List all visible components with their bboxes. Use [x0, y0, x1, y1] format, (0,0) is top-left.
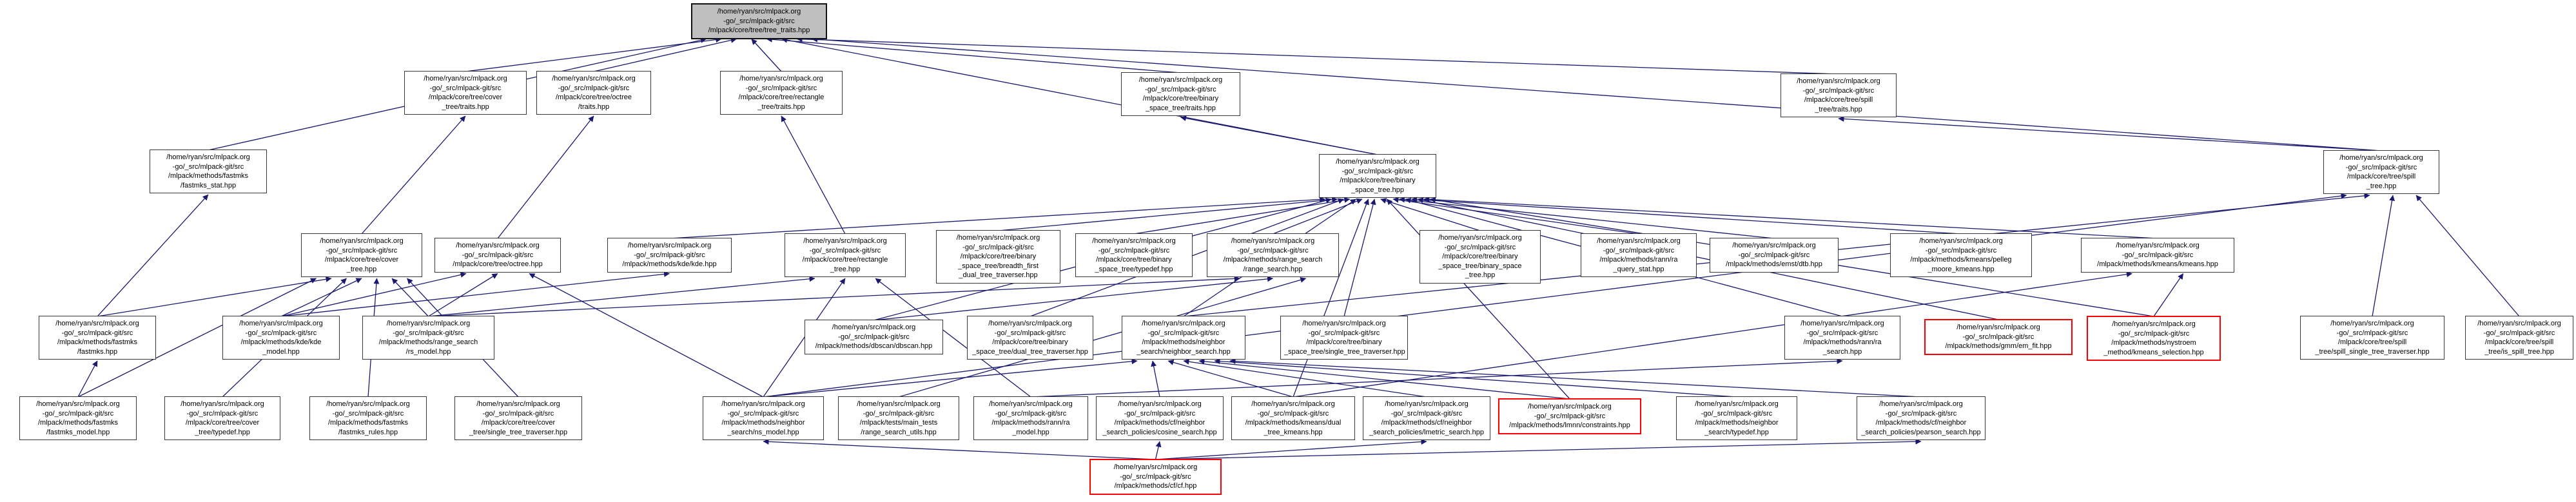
include-edge-fastmks-to-cover_meta: [97, 278, 331, 316]
node-label-line: _space_tree/traits.hpp: [1146, 104, 1216, 112]
node-label-line: /traits.hpp: [578, 102, 610, 111]
node-label-line: /home/ryan/src/mlpack.org: [1142, 320, 1225, 327]
node-label-line: -go/_src/mlpack-git/src: [2483, 329, 2555, 337]
include-edge-cf-to-ns_model: [763, 441, 1156, 459]
graph-node-ns-model[interactable]: [703, 396, 824, 440]
graph-node-fastmks[interactable]: [39, 316, 156, 360]
node-label-line: _search_policies/cosine_search.hpp: [1102, 428, 1217, 436]
node-label-line: /home/ryan/src/mlpack.org: [36, 400, 120, 408]
node-label-line: /home/ryan/src/mlpack.org: [2112, 320, 2196, 328]
graph-node-cf-lmetric-search[interactable]: [1363, 396, 1490, 440]
node-label-line: -go/_src/mlpack-git/src: [995, 409, 1067, 418]
graph-node-breadth-first-dual-tree-traverser[interactable]: [936, 230, 1060, 284]
node-label-line: -go/_src/mlpack-git/src: [42, 409, 114, 418]
node-label-line: -go/_src/mlpack-git/src: [332, 409, 404, 418]
graph-node-kde-model[interactable]: [222, 316, 340, 360]
node-label-line: /mlpack/methods/lmnn/constraints.hpp: [1509, 421, 1630, 429]
include-edge-ns_model-to-spill_hub: [763, 195, 2347, 397]
node-label-line: -go/_src/mlpack-git/src: [634, 251, 705, 259]
include-edge-kmeans_selection-to-kmeans: [2154, 274, 2183, 317]
graph-node-ra-model[interactable]: [973, 396, 1088, 440]
node-label-line: /home/ryan/src/mlpack.org: [1800, 320, 1884, 327]
node-label-line: /home/ryan/src/mlpack.org: [721, 400, 805, 408]
node-label-line: _tree_kmeans.hpp: [1264, 428, 1323, 436]
include-edge-constraints-to-neighbor_search: [1199, 361, 1570, 399]
node-label-line: /mlpack/core/tree/spill: [1804, 96, 1873, 104]
node-label-line: /rs_model.hpp: [405, 347, 451, 356]
node-label-line: /fastmks_rules.hpp: [338, 428, 398, 436]
node-label-line: /mlpack/methods/emst/dtb.hpp: [1726, 260, 1822, 268]
graph-node-ra-search[interactable]: [1784, 316, 1900, 360]
include-edge-cf-to-pearson_search: [1156, 441, 1922, 459]
node-label-line: -go/_src/mlpack-git/src: [1257, 409, 1329, 418]
node-label-line: /home/ryan/src/mlpack.org: [1438, 234, 1522, 242]
node-label-line: -go/_src/mlpack-git/src: [2345, 163, 2417, 171]
graph-node-cover-tree-single-tree-traverser[interactable]: [454, 396, 582, 440]
graph-node-kde[interactable]: [607, 238, 732, 273]
node-label-line: /mlpack/methods/cf/neighbor: [1875, 419, 1967, 427]
node-label-line: /mlpack/methods/dbscan/dbscan.hpp: [815, 342, 933, 350]
graph-node-octree-traits[interactable]: [536, 71, 651, 115]
node-label-line: _space_tree/binary_space: [1438, 262, 1522, 270]
node-label-line: _space_tree/single_tree_traverser.hpp: [1284, 347, 1405, 356]
node-label-line: -go/_src/mlpack-git/src: [172, 162, 244, 171]
graph-node-gmm-em-fit[interactable]: [1924, 319, 2073, 355]
include-edge-bst_hub-to-bst_traits: [1181, 117, 1378, 155]
node-label-line: _model.hpp: [1012, 428, 1049, 436]
node-label-line: /home/ryan/src/mlpack.org: [1919, 237, 2003, 245]
node-label-line: /fastmks_stat.hpp: [180, 181, 237, 189]
node-label-line: /mlpack/core/tree/binary: [1306, 338, 1382, 346]
node-label-line: _search_policies/pearson_search.hpp: [1861, 428, 1981, 436]
node-label-line: /mlpack/core/tree/octree.hpp: [453, 260, 543, 268]
node-label-line: /mlpack/methods/rann/ra: [1599, 256, 1678, 264]
node-label-line: _search/typedef.hpp: [1704, 428, 1769, 436]
graph-node-neighbor-search-typedef[interactable]: [1676, 396, 1797, 440]
node-label-line: _search.hpp: [1822, 347, 1862, 356]
node-label-line: -go/_src/mlpack-git/src: [1534, 412, 1606, 420]
node-label-line: /home/ryan/src/mlpack.org: [1528, 403, 1612, 410]
graph-node-fastmks-stat[interactable]: [150, 150, 267, 193]
node-label-line: /home/ryan/src/mlpack.org: [326, 400, 410, 408]
include-edge-ns_typedef-to-neighbor_search: [1215, 361, 1737, 397]
node-label-line: -go/_src/mlpack-git/src: [745, 84, 817, 92]
node-label-line: -go/_src/mlpack-git/src: [393, 329, 464, 337]
include-edge-ns_model-to-neighbor_search: [763, 361, 1137, 397]
node-label-line: /mlpack/core/tree/cover: [185, 419, 260, 427]
node-label-line: /home/ryan/src/mlpack.org: [2477, 320, 2561, 327]
node-label-line: -go/_src/mlpack-git/src: [1308, 329, 1380, 337]
node-label-line: /home/ryan/src/mlpack.org: [1251, 400, 1335, 408]
include-edge-pelleg-to-bst_hub: [1412, 199, 1961, 234]
node-label-line: /range_search_utils.hpp: [861, 428, 937, 436]
node-label-line: /home/ryan/src/mlpack.org: [166, 153, 250, 161]
include-edge-cf-to-lmetric_search: [1156, 441, 1427, 459]
graph-node-cover-tree-traits[interactable]: [404, 71, 527, 115]
include-edge-kde_model-to-cover_meta: [281, 278, 362, 316]
node-label-line: /mlpack/methods/neighbor: [1695, 419, 1779, 427]
node-label-line: /mlpack/core/tree/rectangle: [738, 93, 825, 101]
include-edge-rect_meta-to-rect_traits: [781, 116, 845, 234]
node-label-line: /home/ryan/src/mlpack.org: [956, 234, 1040, 242]
graph-node-spill-single-tree-traverser[interactable]: [2300, 316, 2444, 360]
node-label-line: /home/ryan/src/mlpack.org: [717, 8, 801, 15]
node-label-line: -go/_src/mlpack-git/src: [1237, 246, 1309, 255]
node-label-line: /home/ryan/src/mlpack.org: [988, 320, 1072, 327]
node-label-line: /home/ryan/src/mlpack.org: [2330, 320, 2414, 327]
node-label-line: /home/ryan/src/mlpack.org: [1732, 242, 1816, 249]
node-label-line: /home/ryan/src/mlpack.org: [2116, 242, 2200, 249]
node-label-line: -go/_src/mlpack-git/src: [962, 243, 1034, 251]
include-edge-fastmks-to-fastmks_stat: [97, 195, 208, 316]
node-label-line: /mlpack/core/tree/cover: [428, 93, 503, 101]
node-label-line: -go/_src/mlpack-git/src: [1147, 329, 1220, 337]
node-label-line: -go/_src/mlpack-git/src: [1603, 246, 1675, 255]
node-label-line: _search/ns_model.hpp: [727, 428, 799, 436]
node-label-line: /home/ryan/src/mlpack.org: [1113, 463, 1198, 471]
node-label-line: /mlpack/methods/nystroem: [2111, 339, 2196, 347]
node-label-line: -go/_src/mlpack-git/src: [809, 246, 881, 255]
node-label-line: -go/_src/mlpack-git/src: [2118, 329, 2190, 338]
node-label-line: /mlpack/core/tree/octree: [556, 93, 632, 101]
node-label-line: -go/_src/mlpack-git/src: [1885, 409, 1957, 418]
node-label-line: /mlpack/methods/cf/neighbor: [1114, 419, 1205, 427]
node-label-line: /home/ryan/src/mlpack.org: [803, 237, 887, 245]
node-label-line: _space_tree/breadth_first: [958, 262, 1039, 270]
node-label-line: /mlpack/methods/fastmks: [57, 338, 138, 346]
node-label-line: /mlpack/core/tree/binary: [1096, 256, 1172, 264]
node-label-line: -go/_src/mlpack-git/src: [1802, 86, 1875, 95]
include-edge-bfdt-to-bst_hub: [999, 199, 1338, 231]
node-label-line: -go/_src/mlpack-git/src: [1925, 246, 1997, 255]
include-edge-dbscan-to-range_search: [874, 278, 1273, 320]
include-edge-is_spill-to-spill_hub: [2416, 195, 2519, 316]
node-label-line: _tree/traits.hpp: [1815, 105, 1862, 113]
node-label-line: -go/_src/mlpack-git/src: [838, 333, 910, 341]
node-label-line: /mlpack/core/tree/rectangle: [802, 256, 888, 264]
graph-node-binary-space-tree-dual-tree-traverser[interactable]: [967, 316, 1093, 360]
graph-node-cf-cosine-search[interactable]: [1096, 396, 1224, 440]
node-label-line: /mlpack/methods/kmeans/pelleg: [1910, 256, 2012, 264]
node-label-line: _tree/spill_single_tree_traverser.hpp: [2315, 347, 2430, 356]
node-label-line: -go/_src/mlpack-git/src: [1098, 246, 1170, 255]
node-label-line: /home/ryan/src/mlpack.org: [989, 400, 1073, 408]
node-label-line: -go/_src/mlpack-git/src: [1145, 85, 1216, 93]
include-edge-fastmks_model-to-fastmks: [78, 361, 97, 397]
node-label-line: /mlpack/methods/neighbor: [721, 419, 805, 427]
graph-node-binary-space-tree-typedef[interactable]: [1075, 233, 1193, 277]
graph-node-binary-space-tree-class[interactable]: [1420, 230, 1541, 284]
node-label-line: _tree/traits.hpp: [442, 102, 489, 111]
node-label-line: /mlpack/methods/gmm/em_fit.hpp: [1945, 342, 2052, 350]
node-label-line: /mlpack/core/tree/spill: [2484, 338, 2554, 346]
node-label-line: /mlpack/core/tree/binary: [1142, 95, 1219, 102]
node-label-line: -go/_src/mlpack-git/src: [727, 409, 799, 418]
node-label-line: /home/ryan/src/mlpack.org: [1956, 323, 2040, 331]
include-edge-octree_traits-to-root: [594, 39, 736, 72]
include-edge-spill_hub-to-root: [812, 39, 2381, 151]
node-label-line: /home/ryan/src/mlpack.org: [1385, 400, 1469, 408]
node-label-line: /home/ryan/src/mlpack.org: [832, 323, 916, 331]
node-label-line: _space_tree/typedef.hpp: [1095, 265, 1173, 273]
node-label-line: /mlpack/methods/fastmks: [168, 172, 249, 180]
include-edge-cf-to-cosine_search: [1156, 441, 1160, 459]
graph-node-binary-space-tree-single-tree-traverser[interactable]: [1280, 316, 1408, 360]
include-edge-spill_single-to-spill_hub: [2372, 195, 2393, 316]
graph-node-fastmks-model[interactable]: [19, 396, 137, 440]
node-label-line: -go/_src/mlpack-git/src: [429, 84, 502, 92]
node-label-line: -go/_src/mlpack-git/src: [1701, 409, 1773, 418]
include-edge-bst_traits-to-root: [766, 39, 1180, 73]
node-label-line: _method/kmeans_selection.hpp: [2103, 348, 2204, 356]
node-label-line: _tree.hpp: [830, 265, 861, 273]
node-label-line: /home/ryan/src/mlpack.org: [1231, 237, 1315, 245]
node-label-line: -go/_src/mlpack-git/src: [723, 17, 795, 25]
node-label-line: /mlpack/methods/neighbor: [1142, 338, 1225, 346]
node-label-line: /mlpack/methods/kmeans/dual: [1245, 419, 1342, 427]
node-label-line: /home/ryan/src/mlpack.org: [1695, 400, 1779, 408]
node-label-line: /home/ryan/src/mlpack.org: [1092, 237, 1176, 245]
node-label-line: /mlpack/methods/fastmks: [37, 419, 119, 427]
include-edge-rs_model-to-rect_meta: [429, 278, 815, 316]
graph-node-range-search-utils[interactable]: [838, 396, 959, 440]
graph-node-spill-tree-hub[interactable]: [2323, 150, 2439, 194]
node-label-line: -go/_src/mlpack-git/src: [1120, 472, 1191, 481]
node-label-line: _search_policies/lmetric_search.hpp: [1369, 428, 1484, 436]
include-edge-octree_meta-to-octree_traits: [498, 116, 594, 238]
node-label-line: -go/_src/mlpack-git/src: [558, 84, 630, 92]
include-edge-ra_model-to-ra_search: [1031, 361, 1842, 397]
node-label-line: _tree/traits.hpp: [757, 102, 805, 111]
node-label-line: -go/_src/mlpack-git/src: [994, 329, 1066, 337]
include-edge-spill_hub-to-spill_traits: [1839, 119, 2381, 151]
node-label-line: -go/_src/mlpack-git/src: [1342, 167, 1414, 175]
graph-node-cf-pearson-search[interactable]: [1857, 396, 1986, 440]
graph-node-lmnn-constraints[interactable]: [1498, 398, 1641, 434]
node-label-line: /home/ryan/src/mlpack.org: [424, 75, 507, 82]
node-label-line: -go/_src/mlpack-git/src: [1738, 251, 1810, 259]
graph-node-spill-tree-traits[interactable]: [1781, 73, 1897, 117]
include-edge-ns_model-to-octree_meta: [529, 274, 763, 398]
node-label-line: _search/neighbor_search.hpp: [1137, 347, 1231, 356]
graph-node-nystroem-kmeans-selection[interactable]: [2087, 316, 2221, 361]
node-label-line: /home/ryan/src/mlpack.org: [1797, 77, 1880, 85]
node-label-line: -go/_src/mlpack-git/src: [61, 329, 133, 337]
include-edge-kde_model-to-kde: [281, 274, 670, 317]
node-label-line: -go/_src/mlpack-git/src: [1390, 409, 1463, 418]
node-label-line: /home/ryan/src/mlpack.org: [1597, 237, 1681, 245]
graph-node-range-search[interactable]: [1207, 233, 1339, 277]
graph-node-cover-tree-meta[interactable]: [301, 233, 422, 277]
graph-node-neighbor-search[interactable]: [1122, 316, 1245, 360]
node-label-line: _tree.hpp: [346, 265, 377, 273]
node-label-line: _tree/typedef.hpp: [195, 428, 250, 436]
node-label-line: /mlpack/tests/main_tests: [859, 419, 938, 427]
include-edge-rect_traits-to-root: [752, 39, 781, 72]
node-label-line: _query_stat.hpp: [1613, 265, 1664, 273]
node-label-line: /mlpack/core/tree/binary: [960, 253, 1037, 260]
graph-node-pelleg-moore-kmeans[interactable]: [1890, 233, 2032, 277]
node-label-line: /home/ryan/src/mlpack.org: [456, 242, 540, 249]
graph-node-dbscan[interactable]: [805, 320, 943, 354]
node-label-line: /range_search.hpp: [1243, 265, 1303, 273]
node-label-line: /home/ryan/src/mlpack.org: [739, 75, 823, 82]
node-label-line: _tree.hpp: [2366, 182, 2397, 190]
node-label-line: /mlpack/methods/cf/cf.hpp: [1114, 482, 1197, 490]
node-label-line: /home/ryan/src/mlpack.org: [476, 400, 560, 408]
include-edge-rs_model-to-cover_meta: [392, 278, 429, 316]
node-label-line: /home/ryan/src/mlpack.org: [2339, 154, 2423, 162]
graph-node-ra-query-stat[interactable]: [1581, 233, 1697, 277]
node-label-line: /home/ryan/src/mlpack.org: [1138, 76, 1223, 84]
node-label-line: /home/ryan/src/mlpack.org: [857, 400, 941, 408]
graph-node-binary-space-tree-hub[interactable]: [1319, 154, 1436, 198]
node-label-line: /home/ryan/src/mlpack.org: [552, 75, 636, 82]
node-label-line: /home/ryan/src/mlpack.org: [1336, 158, 1420, 166]
node-label-line: -go/_src/mlpack-git/src: [1806, 329, 1878, 337]
node-label-line: -go/_src/mlpack-git/src: [186, 409, 259, 418]
graph-node-rectangle-tree-traits[interactable]: [720, 71, 843, 115]
node-label-line: -go/_src/mlpack-git/src: [245, 329, 317, 337]
node-label-line: /mlpack/methods/fastmks: [327, 419, 409, 427]
node-label-line: _tree.hpp: [1465, 271, 1496, 279]
node-label-line: _tree/is_spill_tree.hpp: [2484, 347, 2554, 356]
node-label-line: -go/_src/mlpack-git/src: [2122, 251, 2194, 259]
node-label-line: /mlpack/core/tree/cover: [324, 256, 399, 264]
include-edge-dual_tree_kmeans-to-neighbor_search: [1168, 361, 1293, 397]
node-label-line: /home/ryan/src/mlpack.org: [1879, 400, 1963, 408]
node-label-line: /home/ryan/src/mlpack.org: [386, 320, 471, 327]
node-label-line: -go/_src/mlpack-git/src: [1124, 409, 1196, 418]
include-edge-spill_traits-to-root: [797, 39, 1839, 75]
node-label-line: /mlpack/methods/cf/neighbor: [1381, 419, 1472, 427]
node-label-line: _model.hpp: [262, 347, 300, 356]
graph-node-tree-traits[interactable]: [691, 3, 827, 39]
include-edge-pearson_search-to-neighbor_search: [1230, 361, 1921, 397]
node-label-line: -go/_src/mlpack-git/src: [1444, 243, 1516, 251]
node-label-line: -go/_src/mlpack-git/src: [462, 251, 534, 259]
node-label-line: /home/ryan/src/mlpack.org: [181, 400, 264, 408]
node-label-line: /mlpack/methods/rann/ra: [991, 419, 1070, 427]
graph-node-octree-meta[interactable]: [434, 238, 561, 273]
node-label-line: /home/ryan/src/mlpack.org: [55, 320, 139, 327]
node-label-line: -go/_src/mlpack-git/src: [482, 409, 554, 418]
node-label-line: /mlpack/core/tree/spill: [2337, 338, 2407, 346]
node-label-line: /home/ryan/src/mlpack.org: [627, 242, 712, 249]
node-label-line: _dual_tree_traverser.hpp: [959, 271, 1038, 279]
graph-node-dual-tree-kmeans[interactable]: [1231, 396, 1355, 440]
node-label-line: /mlpack/core/tree/binary: [1442, 253, 1518, 260]
node-label-line: /mlpack/methods/kmeans/kmeans.hpp: [2097, 260, 2218, 268]
node-label-line: -go/_src/mlpack-git/src: [1962, 333, 2034, 341]
graph-node-fastmks-rules[interactable]: [309, 396, 427, 440]
node-label-line: _tree/single_tree_traverser.hpp: [469, 428, 568, 436]
graph-node-rectangle-tree-meta[interactable]: [785, 233, 906, 277]
include-edge-cover_meta-to-cover_traits: [362, 116, 465, 234]
node-label-line: _space_tree/dual_tree_traverser.hpp: [972, 347, 1088, 356]
graph-node-is-spill-tree[interactable]: [2465, 316, 2573, 360]
node-label-line: /home/ryan/src/mlpack.org: [320, 237, 404, 245]
node-label-line: -go/_src/mlpack-git/src: [863, 409, 935, 418]
node-label-line: /home/ryan/src/mlpack.org: [1118, 400, 1202, 408]
node-label-line: /home/ryan/src/mlpack.org: [1302, 320, 1386, 327]
graph-node-emst-dtb[interactable]: [1710, 238, 1839, 273]
node-label-line: /mlpack/methods/rann/ra: [1803, 338, 1882, 346]
node-label-line: /mlpack/methods/kde/kde: [240, 338, 322, 346]
graph-node-binary-space-tree-traits[interactable]: [1121, 72, 1240, 116]
node-label-line: _space_tree.hpp: [1351, 186, 1404, 194]
node-label-line: /mlpack/methods/range_search: [1223, 256, 1323, 264]
node-label-line: /mlpack/methods/range_search: [378, 338, 478, 346]
include-edge-constraints-to-bst_hub: [1387, 199, 1570, 399]
node-label-line: /fastmks.hpp: [77, 347, 118, 356]
node-label-line: /fastmks_model.hpp: [46, 428, 110, 436]
node-label-line: -go/_src/mlpack-git/src: [326, 246, 398, 255]
node-label-line: /mlpack/core/tree/tree_traits.hpp: [708, 26, 810, 34]
graph-node-cover-tree-typedef[interactable]: [164, 396, 280, 440]
graph-node-kmeans[interactable]: [2081, 238, 2234, 273]
node-label-line: /mlpack/core/tree/binary: [992, 338, 1068, 346]
graph-node-cf[interactable]: [1089, 459, 1222, 495]
node-label-line: _moore_kmeans.hpp: [1927, 265, 1995, 273]
node-label-line: /mlpack/core/tree/spill: [2347, 173, 2416, 180]
node-label-line: /home/ryan/src/mlpack.org: [239, 320, 323, 327]
node-label-line: -go/_src/mlpack-git/src: [2336, 329, 2408, 337]
graph-node-rs-model[interactable]: [362, 316, 494, 360]
node-label-line: /mlpack/methods/kde/kde.hpp: [622, 260, 717, 268]
node-label-line: /mlpack/core/tree/binary: [1340, 177, 1416, 184]
node-label-line: /mlpack/core/tree/cover: [481, 419, 556, 427]
